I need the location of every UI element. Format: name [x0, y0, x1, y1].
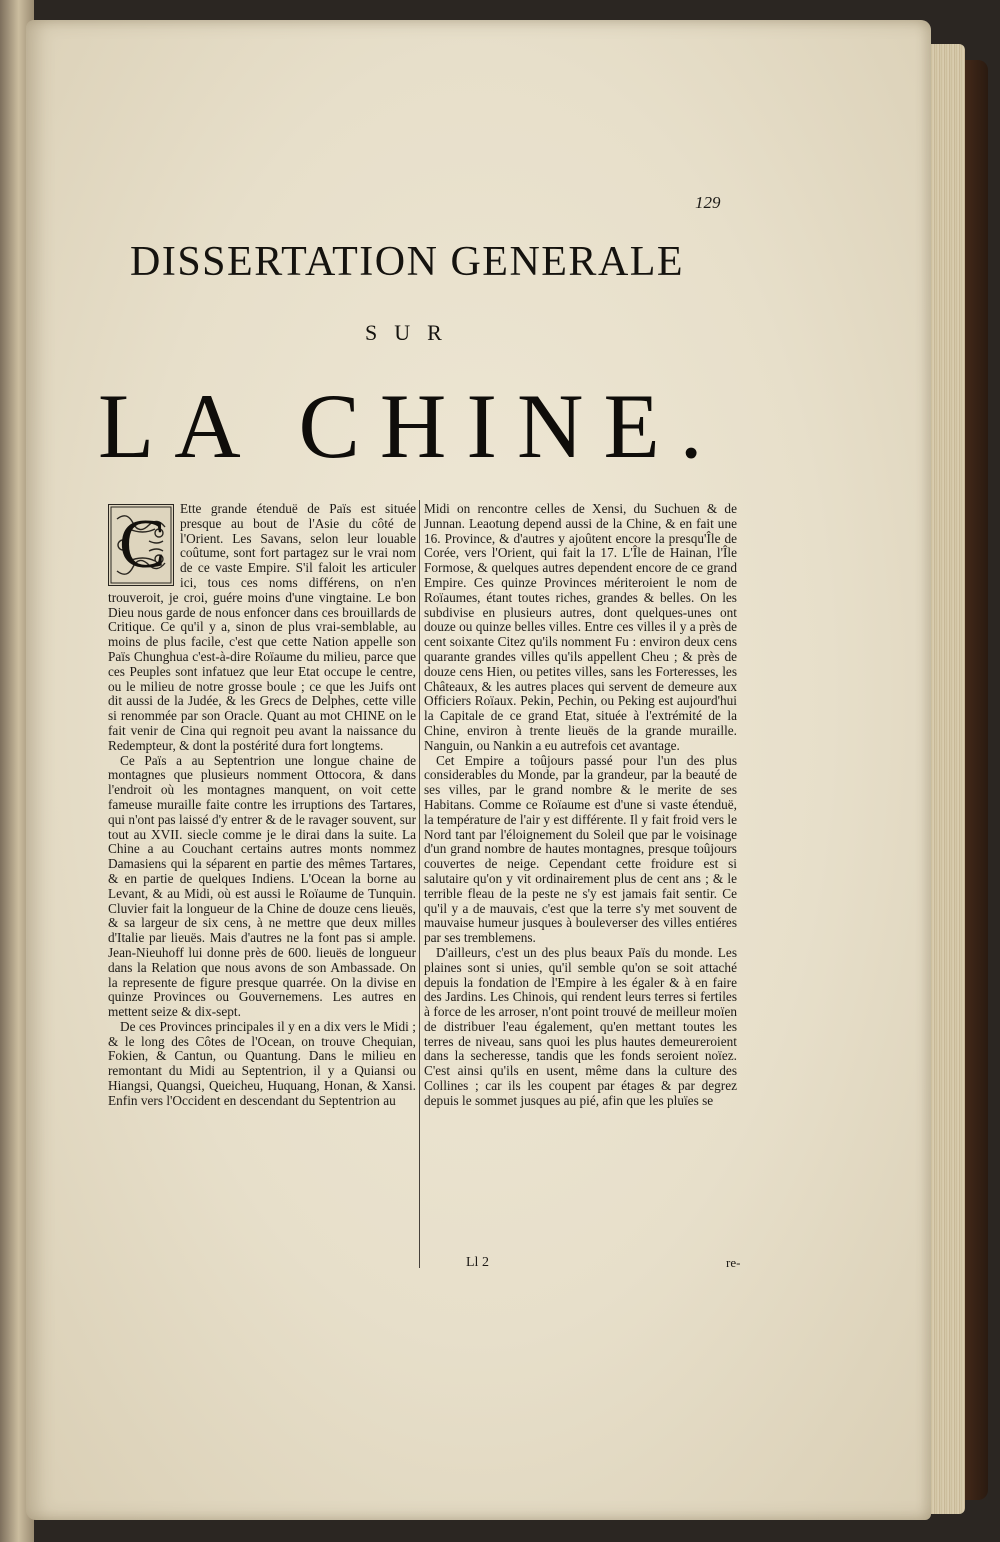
ornamental-initial	[108, 504, 174, 586]
page-stack-edges	[925, 44, 965, 1514]
title-line-2: SUR	[365, 320, 459, 345]
dropcap-letter: C	[119, 506, 166, 583]
paragraph: Ette grande étenduë de Païs est située presque au bout de l'Asie du côté de l'Orient. Les Savans, selon leur louable coûtume, sont fort partagez sur le vrai nom de ce vaste Empire. S'il faloit les articuler ici, tous ces noms différens, on n'en trouveroit, je croi, guére moins d'une vingtaine. Le bon Dieu nous garde de nous enfoncer dans ces brouillards de Critique. Ce qu'il y a, sinon de plus vrai-semblable, au moins de plus facile, c'est que cette Nation appelle son Païs Chunghua c'est-à-dire Roïaume du milieu, parce que ces Peuples sont infatuez que leur Etat occupe le centre, ou le milieu de notre grosse boule ; ce que les Juifs ont dit aussi de la Judée, & les Grecs de Delphes, cette ville si renommée par son Oracle. Quant au mot CHINE on le fait venir de Cina qui regnoit peu avant la naissance du Redempteur, & dont la postérité dura fort longtems.	[108, 502, 416, 753]
catchword: re-	[726, 1255, 741, 1270]
paragraph: De ces Provinces principales il y en a dix vers le Midi ; & le long des Côtes de l'Ocean, on trouve Chequian, Fokien, & Cantun, ou Quantung. Dans le milieu en remontant du Midi au Septentrion, il y a Quiansi ou Hiangsi, Quangsi, Queicheu, Huquang, Honan, & Xansi. Enfin vers l'Occident en descendant du Septentrion au	[108, 1018, 416, 1108]
paragraph: Cet Empire a toûjours passé pour l'un des plus considerables du Monde, par la grandeur, par la beauté de ses villes, par le grand nombre & le merite de ses Habitans. Comme ce Roïaume est d'une si vaste étenduë, la température de l'air y est différente. Il y fait froid vers le Nord tant par l'éloignement du Soleil que par le voisinage d'un grand nombre de hautes montagnes, presque toûjours couvertes de neige. Cependant cette froidure est si salutaire qu'on y vit ordinairement plus de cent ans ; & le terrible fleau de la peste ne s'y est jamais fait sentir. Ce qu'il y a de mauvais, c'est que la terre s'y met souvent de mauvaise humeur jusques à bouleverser des villes entiéres par ses tremblemens.	[424, 752, 737, 946]
paragraph: D'ailleurs, c'est un des plus beaux Païs du monde. Les plaines sont si unies, qu'il semble qu'on se soit attaché depuis la fondation de l'Empire à les égaler & à en faire des Jardins. Les Chinois, qui rendent leurs terres si fertiles à force de les arroser, n'ont point trouvé de meilleur moïen de distribuer l'eau également, qu'en mettant toutes les terres de niveau, sans quoi les plus hautes demeureroient dans la secheresse, tandis que les fonds seroient noïez. C'est ainsi qu'ils en usent, même dans la culture des Collines ; car ils les coupent par étages & par degrez depuis le sommet jusques au pié, afin que les pluïes se	[424, 944, 737, 1108]
page-number: 129	[695, 193, 721, 212]
signature-mark: Ll 2	[466, 1255, 489, 1270]
text-column-left	[108, 502, 416, 1257]
paragraph: Midi on rencontre celles de Xensi, du Suchuen & de Junnan. Leaotung depend aussi de la Chine, & en fait une 16. Province, & d'autres y ajoûtent encore la presqu'Île de Corée, vers l'Orient, qui fait la 17. L'Île de Hainan, l'Île Formose, & quelques autres dependent encore de ce grand Empire. Ces quinze Provinces mériteroient le nom de Roïaumes, étant toutes riches, grandes & belles. On les subdivise en plusieurs autres, dont quelques-unes ont douze ou quinze belles villes. Entre ces villes il y a près de cent soixante Citez qu'ils nomment Fu : environ deux cens quarante grandes villes qu'ils appellent Cheu ; & près de douze cens Hien, ou petites villes, sans les Forteresses, les Châteaux, & les autres places qui servent de demeure aux Officiers Roïaux. Pekin, Pechin, ou Peking est aujourd'hui la Capitale de ce grand Etat, située à l'extrémité de la Chine, environ à trente lieuës de la grande muraille. Nanguin, ou Nankin a eu autrefois cet avantage.	[424, 502, 737, 753]
title-line-1: DISSERTATION GENERALE	[130, 239, 685, 285]
paragraph: Ce Païs a au Septentrion une longue chaine de montagnes que plusieurs nomment Ottocora, & dans l'endroit où les montagnes manquent, on voit cette fameuse muraille faite contre les irruptions des Tartares, qui n'ont pas laissé d'y entrer & de le ravager souvent, sur tout au XVII. siecle comme je le dirai dans la suite. La Chine a au Couchant certains autres monts nommez Damasiens qui la séparent en partie des mêmes Tartares, & en partie de quelques Indiens. L'Ocean la borne au Levant, & au Midi, où est aussi le Roïaume de Tunquin. Cluvier fait la longueur de la Chine de douze cens lieuës, & sa largeur de six cens, à ne mettre que deux milles d'Italie par lieuës. Mais d'autres ne la font pas si ample. Jean-Nieuhoff lui donne près de 600. lieuës de longueur dans la Relation que nous avons de son Ambassade. On la represente de figure presque quarrée. On la divise en quinze Provinces ou Gouvernemens. Les autres en mettent seize & dix-sept.	[108, 752, 416, 1020]
title-line-3: LA CHINE.	[98, 375, 723, 477]
column-rule	[419, 500, 420, 1268]
text-column-right	[424, 502, 737, 1244]
